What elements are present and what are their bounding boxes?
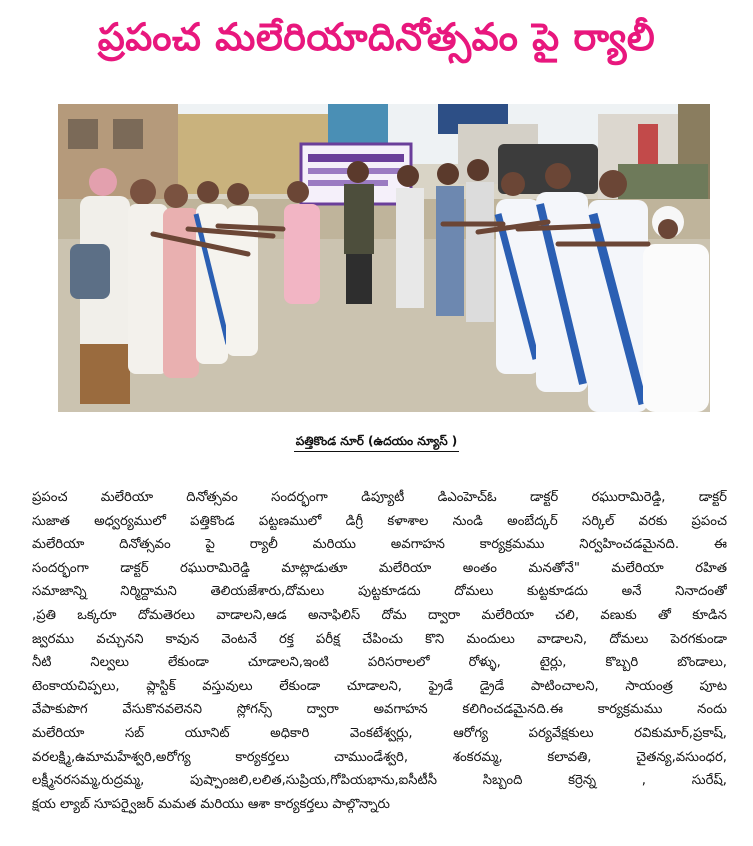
- article-line: సందర్భంగా డాక్టర్ రఘురామిరెడ్డి మాట్లాడుతూ మలేరియా అంతం మనతోనే" మలేరియా రహిత: [32, 560, 727, 576]
- article-body: [32, 486, 727, 816]
- article-line: ప్రపంచ మలేరియా దినోత్సవం సందర్భంగా డిప్యూటీ డిఎంహెచ్ఓ డాక్టర్ రఘురామిరెడ్డి, డాక్టర్: [32, 490, 727, 505]
- article-line: క్షయ ల్యాబ్ సూపర్వైజర్ మమత మరియు ఆశా కార్యకర్తలు పాల్గొన్నారు: [32, 796, 390, 812]
- article-line: మలేరియా దినోత్సవం పై ర్యాలీ మరియు అవగాహన కార్యక్రమము నిర్వహించడమైనది. ఈ: [32, 537, 727, 553]
- article-line: నీటి నిల్వలు లేకుండా చూడాలని,ఇంటి పరిసరాలలో రోళ్ళు, టైర్లు, కొబ్బరి బొండాలు,: [32, 655, 727, 671]
- news-photo: [58, 104, 710, 412]
- article-line: లక్ష్మీనరసమ్మ,రుద్రమ్మ, పుష్పాంజలి,లలిత,సుప్రియ,గోపియభాను,ఐసీటీసీ సిబ్బంది కర్రెన్న , సురేష్,: [32, 773, 727, 789]
- article-line: మలేరియా సబ్ యూనిట్ అధికారి వెంకటేశ్వర్లు, ఆరోగ్య పర్యవేక్షకులు రవికుమార్,ప్రకాష్,: [32, 725, 727, 741]
- article-line: జ్వరము వచ్చునని కావున వెంటనే రక్త పరీక్ష చేపించు కొని మందులు వాడాలని, దోమలు పెరగకుండా: [32, 631, 727, 647]
- article-line: ,ప్రతి ఒక్కరూ దోమతెరలు వాడాలని,ఆడ అనాఫిలిస్ దోమ ద్వారా మలేరియా చలి, వణుకు తో కూడిన: [32, 607, 727, 623]
- article-line: సమాజాన్ని నిర్మిద్దామని తెలియజేశారు,దోమలు పుట్టకూడదు దోమలు కుట్టకూడదు అనే నినాదంతో: [32, 584, 727, 600]
- article-line: టెంకాయచిప్పలు, ప్లాస్టిక్ వస్తువులు లేకుండా చూడాలని, ఫ్రైడే డ్రైడే పాటించాలని, సాయంత్ర పూట: [32, 678, 727, 694]
- article-line: వేపాకుపొగ వేసుకొనవలెనని స్లోగన్స్ ద్వారా అవగాహన కలిగించడమైనది.ఈ కార్యక్రమము నందు: [32, 702, 727, 718]
- byline: [0, 434, 753, 451]
- article-line: వరలక్ష్మి,ఉమామహేశ్వరి,అరోగ్య కార్యకర్తలు చాముండేశ్వరి, శంకరమ్మ, కలావతి, చైతన్య,వసుంధర,: [32, 749, 727, 765]
- article-line: సుజాత అధ్వర్యములో పత్తికొండ పట్టణములో డిగ్రీ కళాశాల నుండి అంబేద్కర్ సర్కిల్ వరకు ప్రపంచ: [32, 513, 727, 529]
- byline-text: పత్తికొండ నూర్ (ఉదయం న్యూస్ ): [294, 434, 460, 452]
- headline: ప్రపంచ మలేరియాదినోత్సవం పై ర్యాలీ: [97, 15, 656, 59]
